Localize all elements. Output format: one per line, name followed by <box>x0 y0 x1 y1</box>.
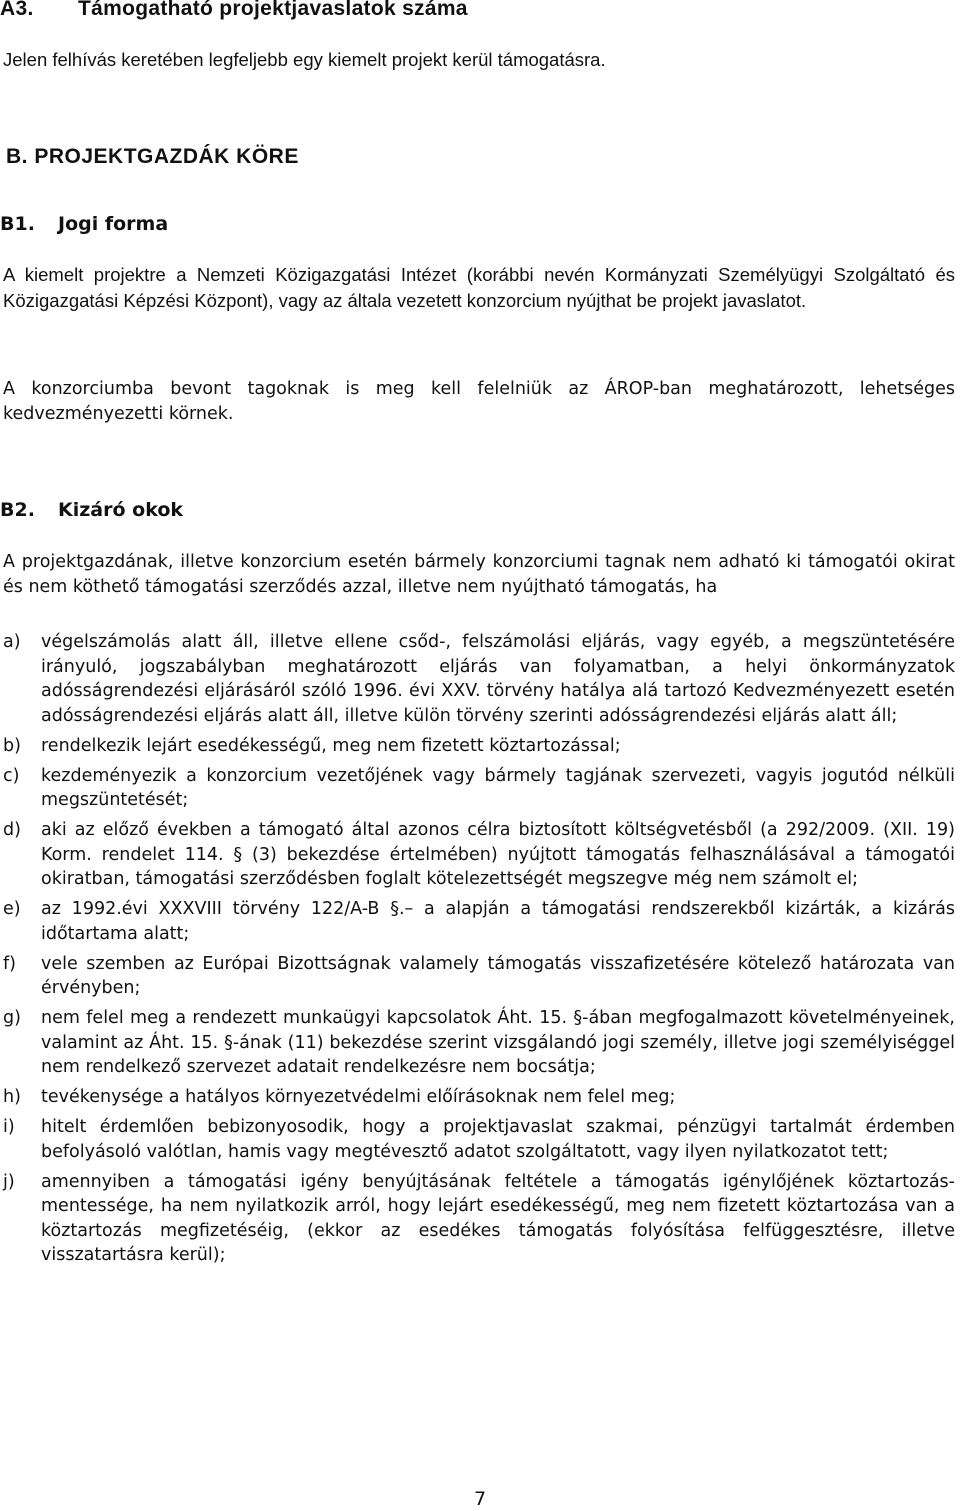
section-a3-number: A3. <box>0 0 34 20</box>
exclusion-item-e <box>3 897 955 946</box>
section-b1-paragraph-2: A konzorciumba bevont tagoknak is meg kell felelniük az ÁROP-ban meghatározott, lehetséges kedvezményezetti körnek. <box>3 379 955 424</box>
exclusion-item-g <box>3 1006 955 1080</box>
list-item-text: nem felel meg a rendezett munkaügyi kapcsolatok Áht. 15. §-ában megfogalmazott követelményeinek, valamint az Áht. 15. §-ának (11) bekezdése szerint vizsgálandó jogi személy, illetve jogi személyiséggel nem rendelkező szervezet adatait rendelkezésre nem bocsátja; <box>41 1008 955 1077</box>
exclusion-list <box>3 630 955 1273</box>
section-b1-title: Jogi forma <box>58 213 169 235</box>
list-marker: d) <box>3 820 21 840</box>
list-marker: i) <box>3 1117 15 1137</box>
list-item-text: kezdeményezik a konzorcium vezetőjének vagy bármely tagjának szervezeti, vagyis jogutód nélküli megszüntetését; <box>41 765 955 810</box>
exclusion-item-j <box>3 1170 955 1268</box>
list-marker: e) <box>3 899 21 919</box>
list-marker: g) <box>3 1008 21 1028</box>
list-item-text: hitelt érdemlően bebizonyosodik, hogy a projektjavaslat szakmai, pénzügyi tartalmát érdemben befolyásoló valótlan, hamis vagy megtévesztő adatot szolgáltatott, vagy ilyen nyilatkozatot tett; <box>41 1117 955 1162</box>
section-a3-heading <box>0 0 468 21</box>
exclusion-item-b <box>3 734 955 759</box>
page-number: 7 <box>473 1488 487 1510</box>
section-b1-number: B1. <box>0 213 35 235</box>
section-b2-intro: A projektgazdának, illetve konzorcium esetén bármely konzorciumi tagnak nem adható ki támogatói okirat és nem köthető támogatási szerződés azzal, illetve nem nyújtható támogatás, ha <box>3 552 955 597</box>
list-marker: f) <box>3 953 16 974</box>
list-item-text: végelszámolás alatt áll, illetve ellene csőd-, felszámolási eljárás, vagy egyéb, a megszüntetésére irányuló, jogszabályban meghatározott eljárás van folyamatban, a helyi önkormányzatok adósságrendezési eljárásáról szóló 1996. évi XXV. törvény hatálya alá tartozó Kedvezményezett esetén adósságrendezési eljárás alatt áll, illetve külön törvény szerinti adósságrendezési eljárás alatt áll; <box>41 632 955 726</box>
list-marker: c) <box>3 765 20 786</box>
section-a3-title: Támogatható projektjavaslatok száma <box>78 0 468 20</box>
list-item-text: rendelkezik lejárt esedékességű, meg nem fizetett köztartozással; <box>41 735 621 756</box>
list-item-text: vele szemben az Európai Bizottságnak valamely támogatás visszafizetésére kötelező határozata van érvényben; <box>41 953 955 998</box>
exclusion-item-c <box>3 764 955 813</box>
exclusion-item-f <box>3 952 955 1001</box>
list-item-text: tevékenysége a hatályos környezetvédelmi előírásoknak nem felel meg; <box>41 1087 676 1107</box>
section-a3-text: Jelen felhívás keretében legfeljebb egy kiemelt projekt kerül támogatásra. <box>3 49 606 70</box>
list-marker: h) <box>3 1087 21 1107</box>
list-marker: b) <box>3 735 21 756</box>
exclusion-item-a <box>3 630 955 728</box>
list-item-text: aki az előző években a támogató által azonos célra biztosított költségvetésből (a 292/2009. (XII. 19) Korm. rendelet 114. § (3) bekezdése értelmében) nyújtott támogatás felhasználásával a támogatói okiratban, támogatási szerződésben foglalt kötelezettségét megszegve még nem számolt el; <box>41 820 955 889</box>
section-b1-paragraph-1: A kiemelt projektre a Nemzeti Közigazgatási Intézet (korábbi nevén Kormányzati Személyügyi Szolgáltató és Közigazgatási Képzési Központ), vagy az általa vezetett konzorcium nyújthat be projekt javaslatot. <box>3 264 955 311</box>
section-b2-title: Kizáró okok <box>58 499 184 521</box>
exclusion-item-i <box>3 1115 955 1164</box>
section-b2-heading <box>0 499 183 521</box>
section-b2-number: B2. <box>0 499 35 521</box>
exclusion-item-h <box>3 1085 955 1110</box>
section-b-heading: B. PROJEKTGAZDÁK KÖRE <box>6 145 299 168</box>
list-item-text: az 1992.évi XXXVIII törvény 122/A-B §.– a alapján a támogatási rendszerekből kizárták, a kizárás időtartama alatt; <box>41 899 955 944</box>
list-marker: a) <box>3 632 21 652</box>
exclusion-item-d <box>3 818 955 892</box>
list-marker: j) <box>3 1171 15 1192</box>
list-item-text: amennyiben a támogatási igény benyújtásának feltétele a támogatás igénylőjének köztartozás-mentessége, ha nem nyilatkozik arról, hogy lejárt esedékességű, meg nem fizetett köztartozása van a köztartozás megfizetéséig, (ekkor az esedékes támogatás folyósítása felfüggesztésre, illetve visszatartásra kerül); <box>41 1171 955 1265</box>
section-b1-heading <box>0 213 168 235</box>
